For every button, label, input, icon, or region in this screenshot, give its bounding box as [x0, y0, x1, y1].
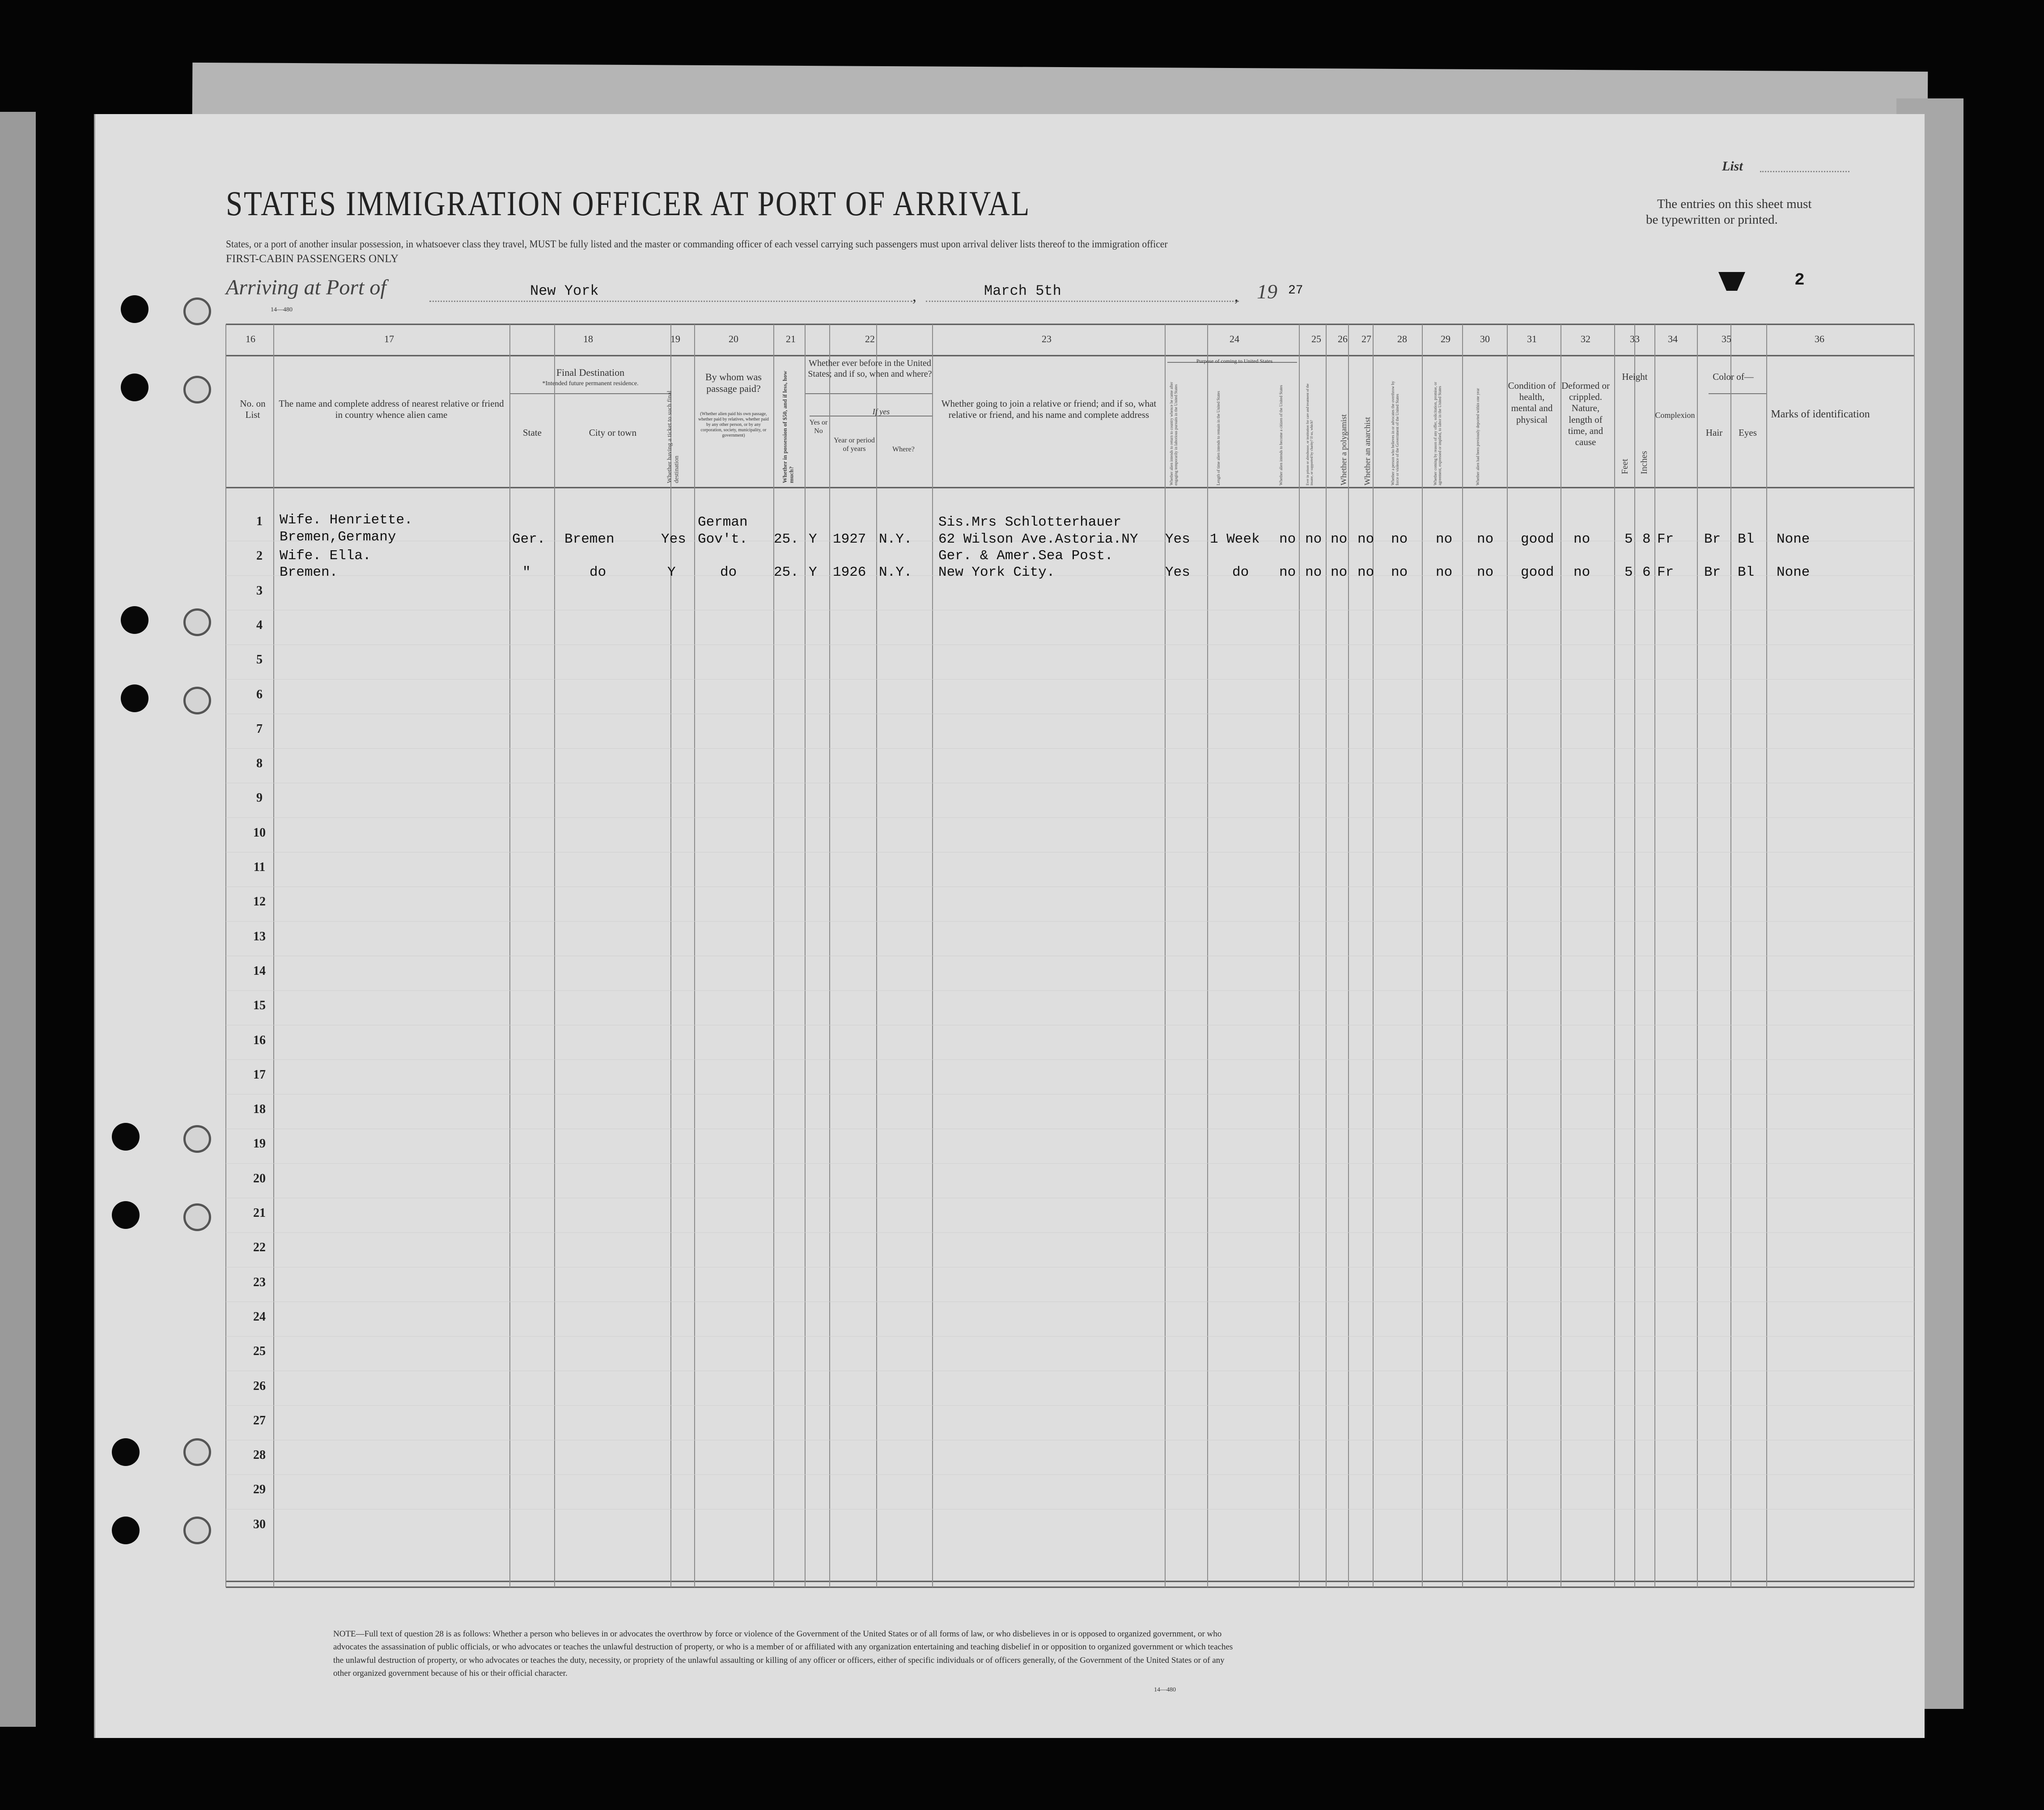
row2-health: good: [1521, 565, 1554, 580]
row1-polygamist: no: [1331, 531, 1348, 547]
row-number: 26: [253, 1379, 266, 1393]
comma: ,: [912, 287, 916, 305]
column-number: 28: [1397, 333, 1407, 344]
row-number: 9: [256, 791, 263, 805]
year-prefix: 19: [1257, 280, 1277, 303]
row-number: 3: [256, 583, 263, 598]
header-q30: Whether alien had been previously deported within one year: [1476, 388, 1480, 485]
header-marks: Marks of identification: [1771, 408, 1870, 420]
header-condition: Condition of health, mental and physical: [1508, 380, 1556, 425]
page-number: 2: [1794, 271, 1805, 290]
binder-hole: [112, 1517, 140, 1544]
binder-hole-ring: [183, 376, 211, 404]
binder-hole: [121, 295, 148, 323]
row2-deformed: no: [1573, 565, 1590, 580]
header-final-destination-note: *Intended future permanent residence.: [542, 380, 639, 387]
row1-money: 25.: [774, 531, 799, 547]
row-number: 2: [256, 549, 263, 563]
row2-q30: no: [1477, 565, 1494, 580]
row1-inches: 8: [1642, 531, 1651, 547]
list-label: List: [1722, 159, 1743, 174]
row2-inches: 6: [1642, 565, 1651, 580]
form-title: STATES IMMIGRATION OFFICER AT PORT OF ARRIVAL: [226, 184, 1030, 223]
row-number: 19: [253, 1137, 266, 1151]
row1-deformed: no: [1573, 531, 1590, 547]
list-dotted-line: [1760, 171, 1849, 172]
row1-hair: Br: [1704, 531, 1721, 547]
row-number: 25: [253, 1344, 266, 1359]
binder-hole-ring: [183, 1203, 211, 1231]
header-color-of: Color of—: [1713, 371, 1754, 382]
column-number: 21: [786, 333, 796, 344]
binder-hole: [121, 606, 148, 634]
column-number: 24: [1230, 333, 1239, 344]
row2-complexion: Fr: [1657, 565, 1674, 580]
header-final-destination: Final Destination: [556, 367, 625, 378]
row-number: 14: [253, 964, 266, 978]
row-number: 5: [256, 653, 263, 667]
row2-where: N.Y.: [879, 565, 912, 580]
row2-eyes: Bl: [1738, 565, 1755, 580]
header-deformed: Deformed or crippled. Nature, length of time, and cause: [1561, 380, 1610, 447]
row-number: 18: [253, 1102, 266, 1117]
row1-where: N.Y.: [879, 531, 912, 547]
header-purpose-citizen: Whether alien intends to become a citizen of the United States: [1279, 385, 1283, 485]
row-number: 28: [253, 1448, 266, 1462]
binder-hole: [121, 684, 148, 712]
header-joining: Whether going to join a relative or friend; and if so, what relative or friend, and his name and complete address: [941, 398, 1157, 421]
header-inches: Inches: [1639, 450, 1649, 474]
row2-citizen: no: [1279, 565, 1296, 580]
column-number: 34: [1668, 333, 1678, 344]
header-money: Whether in possession of $50, and if less, how much?: [781, 370, 795, 483]
row1-marks: None: [1777, 531, 1810, 547]
binder-hole-ring: [183, 1125, 211, 1153]
column-number: 31: [1527, 333, 1537, 344]
row1-purpose-return: Yes: [1165, 531, 1190, 547]
date-dotted-line: [926, 301, 1239, 302]
row2-q29: no: [1436, 565, 1453, 580]
background-page-left: [0, 112, 36, 1727]
column-number: 16: [246, 333, 255, 344]
row-number: 17: [253, 1067, 266, 1082]
row1-q29: no: [1436, 531, 1453, 547]
binder-hole: [121, 374, 148, 401]
row-number: 4: [256, 618, 263, 632]
row2-hair: Br: [1704, 565, 1721, 580]
column-number: 33: [1630, 333, 1640, 344]
row1-q30: no: [1477, 531, 1494, 547]
binder-hole: [112, 1201, 140, 1229]
binder-hole: [112, 1123, 140, 1151]
row-number: 21: [253, 1206, 266, 1220]
row2-joining-line2: New York City.: [938, 565, 1055, 580]
row2-city: do: [589, 565, 606, 580]
binder-hole-ring: [183, 687, 211, 714]
manifest-sheet: [94, 114, 1925, 1738]
header-complexion: Complexion: [1655, 411, 1695, 420]
header-feet: Feet: [1620, 459, 1630, 474]
header-eyes: Eyes: [1739, 427, 1757, 438]
column-number: 17: [384, 333, 394, 344]
row2-ticket: Y: [667, 565, 676, 580]
column-number: 29: [1441, 333, 1450, 344]
row1-complexion: Fr: [1657, 531, 1674, 547]
row-number: 6: [256, 687, 263, 701]
row2-joining-line1: Ger. & Amer.Sea Post.: [938, 548, 1113, 564]
footnote-question-28: NOTE—Full text of question 28 is as follows: Whether a person who believes in or advocates the overthrow by force or violence of the Government of the United States or of all forms of law, or who disbelieves in or is opposed to organized government, or who advocates the assassination of public officials, or who advocates or teaches the unlawful destruction of property, or who is a member of or affiliated with any organization entertaining and teaching disbelief in or opposition to organized government or which teaches the unlawful destruction of property, or who advocates or teaches the duty, necessity, or propriety of the unlawful assaulting or killing of any officer or officers, either of specific individuals or of officers generally, of the Government of the United States or of any other organized government because of his or their official character.: [333, 1629, 1233, 1678]
row2-anarchist: no: [1357, 565, 1374, 580]
column-number: 27: [1361, 333, 1371, 344]
row-number: 30: [253, 1517, 266, 1531]
column-number: 23: [1042, 333, 1052, 344]
row-number: 7: [256, 722, 263, 736]
row-number: 23: [253, 1275, 266, 1289]
row2-state: ": [522, 565, 531, 580]
row2-feet: 5: [1624, 565, 1633, 580]
row1-eyes: Bl: [1738, 531, 1755, 547]
header-prison: Ever in prison or almshouse, or institution for care and treatment of the insane, or supported by charity? If so, which?: [1306, 383, 1314, 485]
row2-relative-line1: Wife. Ella.: [280, 548, 371, 564]
header-purpose-return: Whether alien intends to return to country whence he came after engaging temporarily in laborious pursuits in the United States: [1169, 382, 1178, 485]
entries-note-line2: be typewritten or printed.: [1646, 212, 1778, 227]
column-number: 22: [865, 333, 875, 344]
year-suffix: 27: [1288, 284, 1303, 297]
first-cabin-label: FIRST-CABIN PASSENGERS ONLY: [226, 253, 399, 265]
header-height: Height: [1622, 371, 1648, 382]
row-number: 1: [256, 514, 263, 528]
port-dotted-line: [429, 301, 912, 302]
column-number: 19: [670, 333, 680, 344]
row2-purpose-return: Yes: [1165, 565, 1190, 580]
binder-hole-ring: [183, 1517, 211, 1544]
arriving-label: Arriving at Port of: [226, 276, 386, 299]
row-number: 27: [253, 1413, 266, 1428]
row1-joining-line1: Sis.Mrs Schlotterhauer: [938, 514, 1122, 530]
row1-been-before: Y: [809, 531, 817, 547]
header-by-whom-paid-note: (Whether alien paid his own passage, whether paid by relatives, whether paid by any other person, or by any corporation, society, municipality, or government): [698, 412, 769, 438]
column-number: 30: [1480, 333, 1490, 344]
binder-hole-ring: [183, 1438, 211, 1466]
row1-paid-by-line2: Gov't.: [698, 531, 748, 547]
header-where: Where?: [892, 446, 915, 453]
column-number: 35: [1722, 333, 1731, 344]
row2-q28: no: [1391, 565, 1408, 580]
row1-anarchist: no: [1357, 531, 1374, 547]
form-code: 14—480: [271, 306, 293, 313]
row1-year: 1927: [833, 531, 866, 547]
column-number: 26: [1338, 333, 1348, 344]
header-state: State: [523, 427, 542, 438]
header-hair: Hair: [1705, 427, 1723, 438]
column-number: 36: [1815, 333, 1824, 344]
row1-q28: no: [1391, 531, 1408, 547]
header-if-yes: If yes: [872, 407, 890, 416]
row-number: 11: [253, 860, 266, 874]
header-purpose: Purpose of coming to United States: [1196, 358, 1273, 364]
port-value: New York: [530, 283, 599, 299]
header-nearest-relative: The name and complete address of nearest relative or friend in country whence alien came: [279, 398, 504, 421]
header-by-whom-paid: By whom was passage paid?: [705, 371, 762, 395]
entries-note-line1: The entries on this sheet must: [1657, 197, 1812, 211]
row2-year: 1926: [833, 565, 866, 580]
row2-relative-line2: Bremen.: [280, 565, 338, 580]
row-number: 29: [253, 1483, 266, 1497]
header-anarchist: Whether an anarchist: [1363, 417, 1372, 485]
binder-hole-ring: [183, 608, 211, 636]
row2-marks: None: [1777, 565, 1810, 580]
row-number: 10: [253, 825, 266, 840]
column-number: 20: [729, 333, 738, 344]
row1-citizen: no: [1279, 531, 1296, 547]
row1-feet: 5: [1624, 531, 1633, 547]
row1-paid-by-line1: German: [698, 514, 748, 530]
row1-health: good: [1521, 531, 1554, 547]
footer-form-code: 14—480: [1154, 1687, 1176, 1693]
row2-money: 25.: [774, 565, 799, 580]
column-number: 32: [1581, 333, 1590, 344]
row-number: 22: [253, 1241, 266, 1255]
instruction-line: States, or a port of another insular possession, in whatsoever class they travel, MUST be fully listed and the master or commanding officer of each vessel carrying such passengers must upon arrival deliver lists thereof to the immigration officer: [226, 238, 1168, 250]
row2-been-before: Y: [809, 565, 817, 580]
column-number: 18: [583, 333, 593, 344]
row1-length-of-stay: 1 Week: [1210, 531, 1260, 547]
comma: ,: [1234, 287, 1238, 305]
row2-paid-by-line2: do: [720, 565, 737, 580]
header-year-or-period: Year or period of years: [834, 437, 875, 453]
row2-polygamist: no: [1331, 565, 1348, 580]
column-number: 25: [1311, 333, 1321, 344]
row-number: 20: [253, 1171, 266, 1185]
header-yes-or-no: Yes or No: [809, 419, 828, 435]
header-polygamist: Whether a polygamist: [1339, 414, 1348, 485]
row1-joining-line2: 62 Wilson Ave.Astoria.NY: [938, 531, 1138, 547]
row-number: 24: [253, 1309, 266, 1324]
date-value: March 5th: [984, 283, 1061, 299]
header-purpose-length: Length of time alien intends to remain in the United States: [1216, 391, 1221, 485]
row-number: 13: [253, 929, 266, 943]
header-ever-before: Whether ever before in the United States; and if so, when and where?: [808, 358, 932, 379]
row1-prison: no: [1305, 531, 1322, 547]
row1-ticket: Yes: [661, 531, 686, 547]
header-city-or-town: City or town: [589, 427, 637, 438]
binder-hole-ring: [183, 297, 211, 325]
row-number: 15: [253, 998, 266, 1013]
header-ticket: Whether having a ticket to such final destination: [666, 391, 680, 483]
binder-hole: [112, 1438, 140, 1466]
row-number: 12: [253, 895, 266, 909]
row1-city: Bremen: [564, 531, 615, 547]
row2-prison: no: [1305, 565, 1322, 580]
row-number: 8: [256, 756, 263, 771]
row1-state: Ger.: [512, 531, 546, 547]
header-no-on-list: No. on List: [240, 398, 266, 421]
row2-length-of-stay: do: [1232, 565, 1249, 580]
row1-relative-line2: Bremen,Germany: [280, 529, 396, 545]
header-q29: Whether coming by reason of any offer, solicitation, promise, or agreement, expressed or implied, to labor in the United States: [1433, 382, 1442, 485]
header-q28: Whether a person who believes in or advocates the overthrow by force or violence of the Government of the United States: [1391, 381, 1399, 485]
row1-relative-line1: Wife. Henriette.: [280, 512, 413, 528]
row-number: 16: [253, 1033, 266, 1047]
